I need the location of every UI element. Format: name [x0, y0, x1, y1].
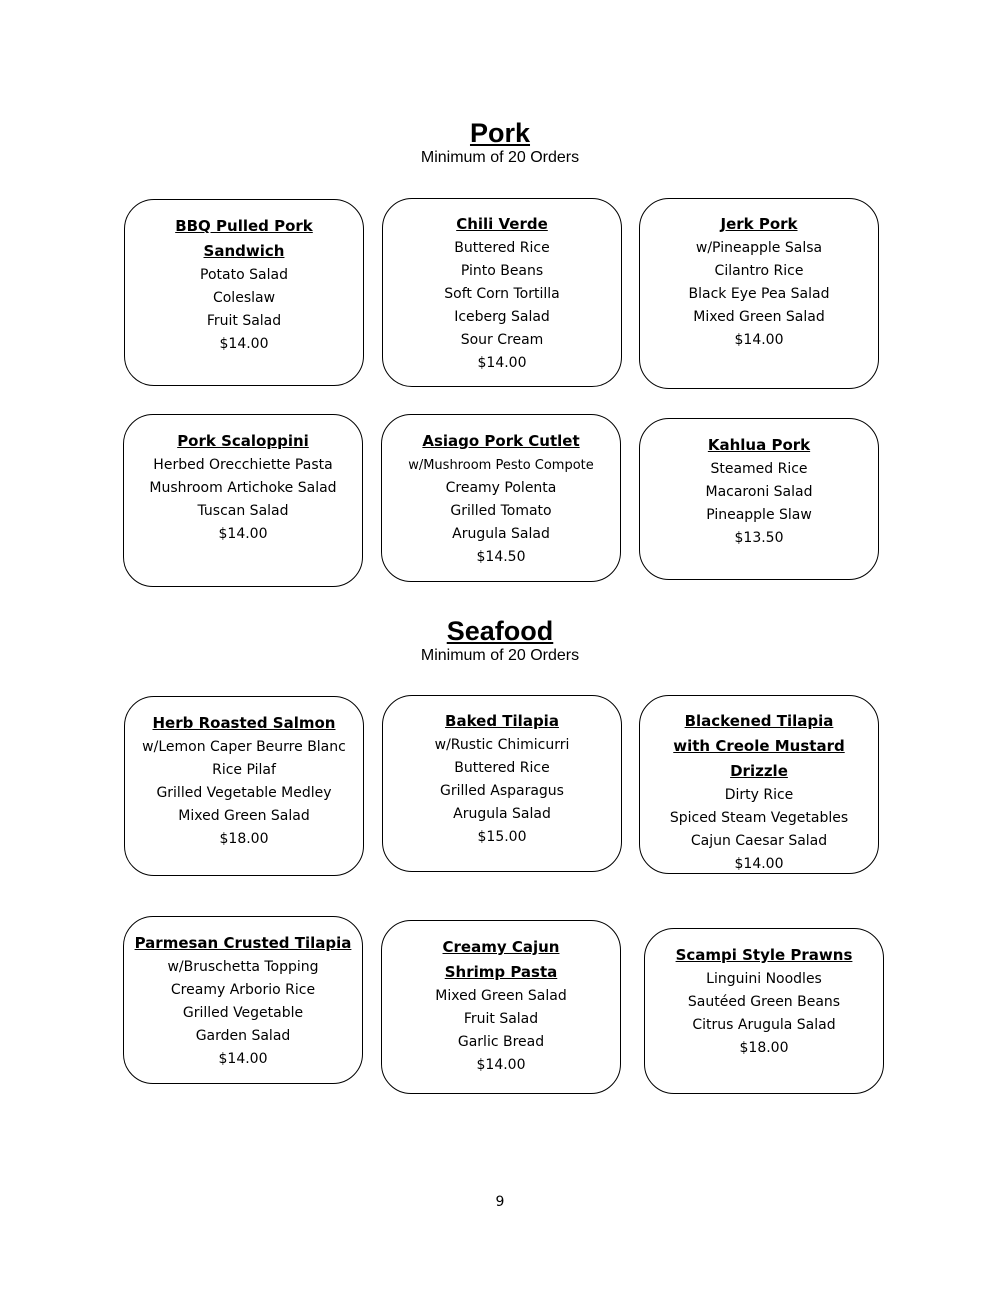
menu-item-price: $18.00 [219, 831, 269, 847]
menu-card-parmesan-crusted-tilapia [123, 916, 363, 1084]
menu-item-side: w/Pineapple Salsa [695, 240, 823, 256]
menu-item-side: Sour Cream [460, 332, 544, 348]
menu-item-name: Asiago Pork Cutlet [422, 432, 580, 450]
menu-card-asiago-pork-cutlet [381, 414, 621, 582]
menu-card-blackened-tilapia [639, 695, 879, 874]
menu-card-kahlua-pork [639, 418, 879, 580]
menu-card-baked-tilapia [382, 695, 622, 872]
menu-item-side: Coleslaw [212, 290, 276, 306]
menu-item-price: $14.50 [476, 549, 526, 565]
menu-item-name: Chili Verde [456, 215, 548, 233]
menu-item-side: Spiced Steam Vegetables [669, 810, 849, 826]
menu-item-price: $14.00 [476, 1057, 526, 1073]
menu-card-chili-verde [382, 198, 622, 387]
menu-item-side: Creamy Polenta [445, 480, 557, 496]
menu-item-side: w/Bruschetta Topping [167, 959, 319, 975]
menu-item-price: $13.50 [734, 530, 784, 546]
menu-item-side: Fruit Salad [206, 313, 282, 329]
page-number: 9 [495, 1194, 505, 1210]
pork-section-subtitle: Minimum of 20 Orders [420, 149, 580, 166]
menu-item-side: Grilled Asparagus [440, 783, 564, 799]
menu-item-price: $14.00 [734, 332, 784, 348]
menu-item-side: Creamy Arborio Rice [170, 982, 316, 998]
seafood-section-title: Seafood [446, 616, 554, 646]
menu-item-side: Steamed Rice [710, 461, 808, 477]
menu-item-side: Pinto Beans [460, 263, 544, 279]
menu-item-side: Cilantro Rice [714, 263, 804, 279]
menu-item-side: w/Mushroom Pesto Compote [408, 458, 594, 473]
menu-item-price: $14.00 [734, 856, 784, 872]
menu-item-side: Soft Corn Tortilla [444, 286, 560, 302]
menu-item-side: Grilled Vegetable [182, 1005, 304, 1021]
menu-card-scampi-style-prawns [644, 928, 884, 1094]
menu-item-side: Potato Salad [200, 267, 288, 283]
menu-item-side: Iceberg Salad [454, 309, 550, 325]
menu-item-name: Parmesan Crusted Tilapia [134, 934, 352, 952]
menu-item-name: Jerk Pork [720, 215, 798, 233]
menu-item-side: Grilled Vegetable Medley [156, 785, 332, 801]
menu-item-side: Mixed Green Salad [435, 988, 567, 1004]
menu-item-side: Macaroni Salad [705, 484, 813, 500]
menu-item-side: Buttered Rice [454, 760, 550, 776]
menu-item-side: Mixed Green Salad [693, 309, 825, 325]
menu-item-name: Creamy Cajun Shrimp Pasta [442, 938, 560, 981]
menu-item-side: Dirty Rice [724, 787, 794, 803]
menu-item-name: Baked Tilapia [445, 712, 559, 730]
menu-item-side: Tuscan Salad [197, 503, 289, 519]
menu-item-side: Grilled Tomato [450, 503, 552, 519]
menu-item-side: Rice Pilaf [212, 762, 276, 778]
menu-item-side: Herbed Orecchiette Pasta [153, 457, 333, 473]
menu-item-name: Kahlua Pork [707, 436, 811, 454]
menu-item-side: Garlic Bread [457, 1034, 545, 1050]
menu-card-jerk-pork [639, 198, 879, 389]
menu-item-name: BBQ Pulled Pork Sandwich [175, 217, 313, 260]
menu-item-side: Black Eye Pea Salad [688, 286, 830, 302]
menu-card-creamy-cajun-shrimp-pasta [381, 920, 621, 1094]
menu-item-side: Linguini Noodles [706, 971, 822, 987]
menu-item-name: Pork Scaloppini [177, 432, 309, 450]
menu-item-side: Arugula Salad [453, 806, 551, 822]
menu-card-herb-roasted-salmon [124, 696, 364, 876]
menu-item-price: $15.00 [477, 829, 527, 845]
menu-item-side: w/Rustic Chimicurri [434, 737, 570, 753]
menu-item-price: $14.00 [477, 355, 527, 371]
menu-item-side: Fruit Salad [463, 1011, 539, 1027]
menu-item-name: Herb Roasted Salmon [152, 714, 336, 732]
menu-item-price: $18.00 [739, 1040, 789, 1056]
seafood-section-subtitle: Minimum of 20 Orders [420, 647, 580, 664]
menu-card-bbq-pulled-pork [124, 199, 364, 386]
menu-item-side: Sautéed Green Beans [687, 994, 841, 1010]
menu-item-side: Cajun Caesar Salad [690, 833, 828, 849]
menu-item-side: Garden Salad [195, 1028, 291, 1044]
menu-item-side: Mushroom Artichoke Salad [149, 480, 337, 496]
menu-item-side: Pineapple Slaw [706, 507, 812, 523]
menu-item-side: w/Lemon Caper Beurre Blanc [142, 739, 346, 755]
menu-item-price: $14.00 [218, 526, 268, 542]
menu-item-side: Buttered Rice [454, 240, 550, 256]
menu-item-side: Arugula Salad [452, 526, 550, 542]
menu-item-price: $14.00 [218, 1051, 268, 1067]
menu-item-name: Scampi Style Prawns [675, 946, 853, 964]
menu-card-pork-scaloppini [123, 414, 363, 587]
pork-section-title: Pork [469, 118, 531, 148]
menu-item-side: Citrus Arugula Salad [692, 1017, 836, 1033]
menu-item-side: Mixed Green Salad [178, 808, 310, 824]
menu-item-price: $14.00 [219, 336, 269, 352]
menu-item-name: Blackened Tilapia with Creole Mustard Drizzle [673, 712, 845, 780]
